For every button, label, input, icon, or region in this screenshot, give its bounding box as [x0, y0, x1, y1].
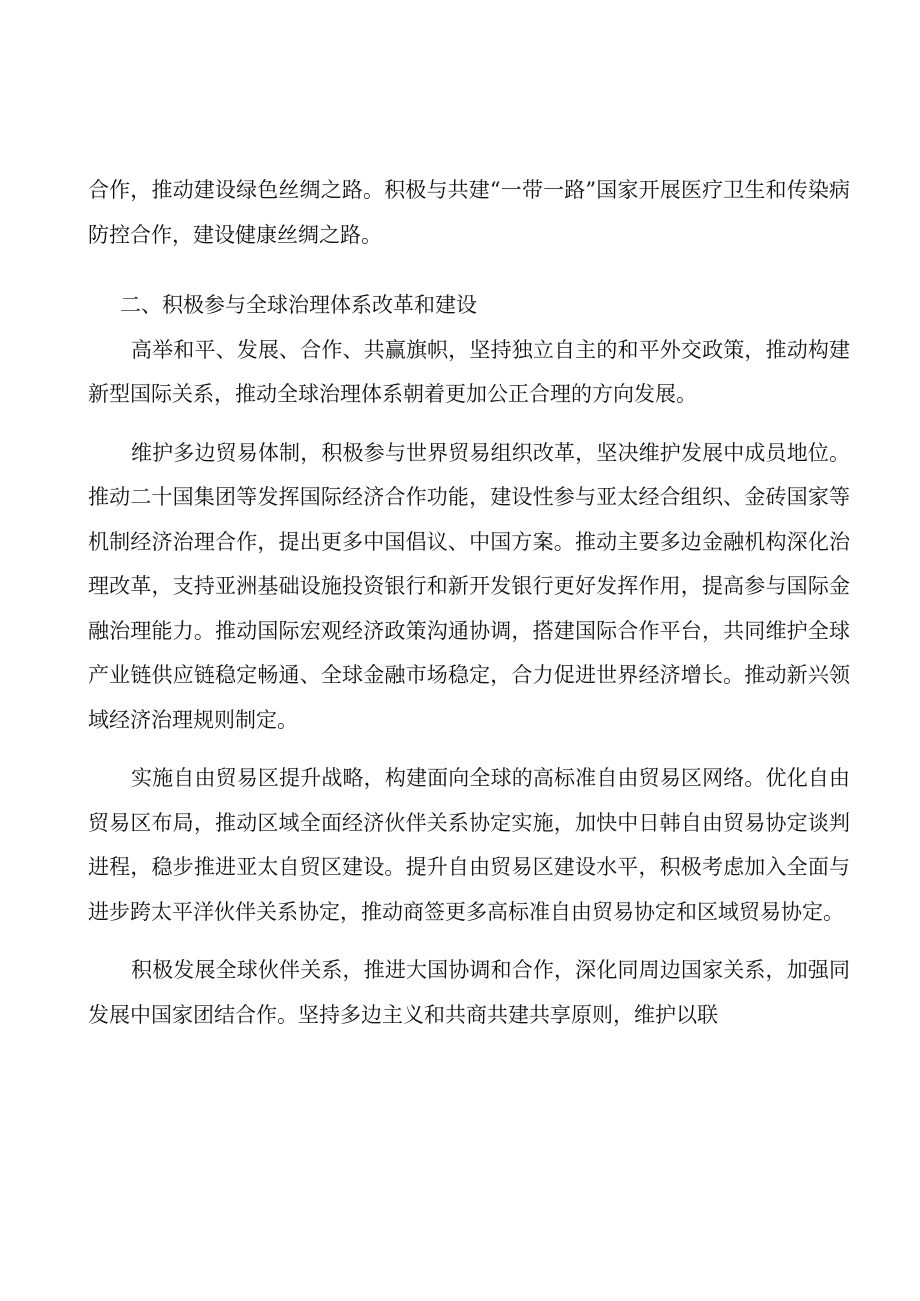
- body-paragraph: 维护多边贸易体制，积极参与世界贸易组织改革，坚决维护发展中成员地位。推动二十国集团等发挥国际经济合作功能，建设性参与亚太经合组织、金砖国家等机制经济治理合作，提出更多中国倡议、中国方案。推动主要多边金融机构深化治理改革，支持亚洲基础设施投资银行和新开发银行更好发挥作用，提高参与国际金融治理能力。推动国际宏观经济政策沟通协调，搭建国际合作平台，共同维护全球产业链供应链稳定畅通、全球金融市场稳定，合力促进世界经济增长。推动新兴领域经济治理规则制定。: [88, 440, 850, 732]
- body-paragraph: 积极发展全球伙伴关系，推进大国协调和合作，深化同周边国家关系，加强同发展中国家团结合作。坚持多边主义和共商共建共享原则，维护以联: [88, 958, 850, 1027]
- continuation-paragraph: 合作，推动建设绿色丝绸之路。积极与共建“一带一路”国家开展医疗卫生和传染病防控合作，建设健康丝绸之路。: [88, 178, 850, 247]
- document-page: [88, 168, 850, 1051]
- body-paragraph: 高举和平、发展、合作、共赢旗帜，坚持独立自主的和平外交政策，推动构建新型国际关系，推动全球治理体系朝着更加公正合理的方向发展。: [88, 337, 850, 406]
- section-heading: 二、积极参与全球治理体系改革和建设: [120, 293, 477, 317]
- body-paragraph: 实施自由贸易区提升战略，构建面向全球的高标准自由贸易区网络。优化自由贸易区布局，推动区域全面经济伙伴关系协定实施，加快中日韩自由贸易协定谈判进程，稳步推进亚太自贸区建设。提升自由贸易区建设水平，积极考虑加入全面与进步跨太平洋伙伴关系协定，推动商签更多高标准自由贸易协定和区域贸易协定。: [88, 766, 850, 924]
